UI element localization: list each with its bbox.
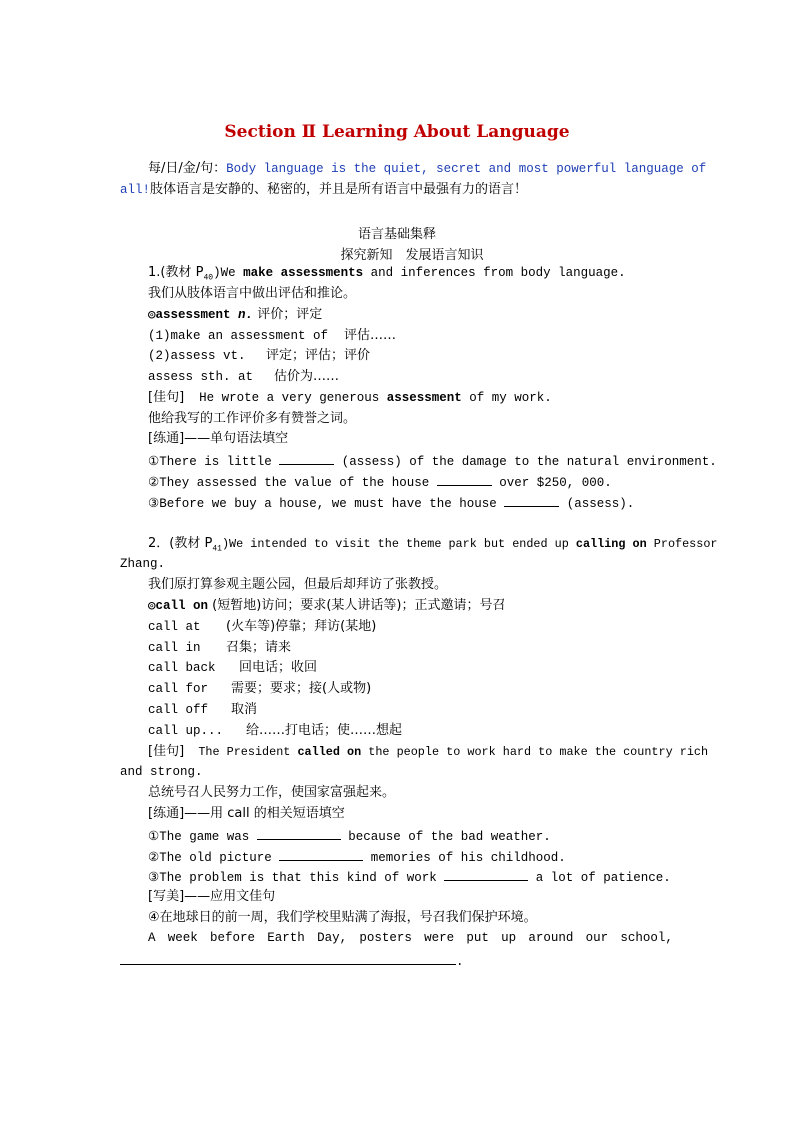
phrase-zh: 取消 [231,702,258,717]
daily-quote-zh: 肢体语言是安静的、秘密的，并且是所有语言中最强有力的语言！ [150,182,528,197]
exercise-text: ①There is little [148,455,280,469]
writing-word: posters [359,931,412,945]
item2-phrase-4 [148,681,372,697]
item2-prefix: )We intended to visit the theme park but ended up [221,537,576,551]
item2-writing-blank-line [120,952,464,970]
item2-page: 41 [212,544,222,554]
phrase-zh: 评估…… [344,328,397,343]
item1-example-zh: 他给我写的工作评价多有赞誉之词。 [148,411,357,426]
item1-example [148,390,552,406]
item2-example-line2: and strong. [120,765,203,779]
item1-keyword [148,307,322,323]
item2-source-line2: Zhang. [120,557,166,571]
phrase-zh: 估价为…… [274,369,340,384]
item2-keyword-word: ◎call on [148,599,209,613]
item2-writing-label: [写美]——应用文佳句 [148,889,276,904]
exercise-text: ②They assessed the value of the house [148,476,437,490]
item2-keyword [148,598,505,614]
example-post: the people to work hard to make the country rich [361,745,709,759]
writing-word: week [167,931,198,945]
item2-writing-en [148,931,673,945]
section-subheading: 探究新知 发展语言知识 [340,248,484,263]
item2-bold: calling on [575,537,647,551]
item1-exercise-1 [148,452,717,470]
item2-phrase-5 [148,702,258,718]
phrase-en: call at [148,620,201,634]
daily-quote-en-2: all! [120,183,151,197]
item2-phrase-2 [148,640,292,656]
example-pre: The President [198,745,298,759]
item2-number: 2．(教材 P [148,536,213,551]
item1-prefix: )We [213,266,244,280]
item1-rest: and inferences from body language. [363,266,626,280]
exercise-text: a lot of patience. [528,871,671,885]
item2-practice-label: [练通]——用 call 的相关短语填空 [148,806,345,821]
writing-word: before [210,931,256,945]
exercise-text: ③Before we buy a house, we must have the house [148,497,505,511]
item1-keyword-zh: 评价；评定 [253,307,323,322]
item1-page: 40 [203,273,214,283]
daily-quote-line2 [120,182,527,198]
phrase-en: call off [148,703,209,717]
item2-keyword-zh: (短暂地)访问；要求(某人讲话等)；正式邀请；号召 [208,598,506,613]
phrase-zh: 需要；要求；接(人或物) [231,681,372,696]
answer-blank[interactable] [504,494,559,507]
item2-writing-zh: ④在地球日的前一周，我们学校里贴满了海报，号召我们保护环境。 [148,910,537,925]
item2-example-zh: 总统号召人民努力工作，使国家富强起来。 [148,785,396,800]
item2-translation: 我们原打算参观主题公园，但最后却拜访了张教授。 [148,577,448,592]
exercise-text: memories of his childhood. [363,851,566,865]
item2-example [148,744,708,760]
writing-word: school, [620,931,673,945]
example-pre: He wrote a very generous [199,391,387,405]
answer-blank[interactable] [437,473,492,486]
daily-quote-line1 [148,161,706,177]
exercise-text: (assess). [559,497,635,511]
writing-end: . [456,955,464,969]
phrase-zh: (火车等)停靠；拜访(某地) [226,619,377,634]
daily-quote-en-1: Body language is the quiet, secret and most powerful language of [226,162,707,176]
example-post: of my work. [461,391,552,405]
item1-translation: 我们从肢体语言中做出评估和推论。 [148,286,357,301]
phrase-en: call in [148,641,201,655]
writing-word: A [148,931,156,945]
phrase-en: (2)assess vt. [148,349,246,363]
item2-exercise-2 [148,848,566,866]
phrase-en: call back [148,661,216,675]
exercise-text: (assess) of the damage to the natural environment. [334,455,717,469]
example-bold: assessment [386,391,462,405]
phrase-zh: 召集；请来 [226,640,292,655]
writing-word: our [585,931,609,945]
item1-phrase-2 [148,348,371,364]
section-heading: 语言基础集释 [357,227,436,242]
item2-source [148,536,718,557]
phrase-en: call for [148,682,209,696]
item1-keyword-pos: n. [238,308,254,322]
item2-phrase-3 [148,660,318,676]
item1-phrase-1 [148,328,397,344]
phrase-en: call up... [148,724,224,738]
exercise-text: over $250, 000. [491,476,612,490]
writing-word: around [528,931,574,945]
item1-keyword-word: ◎assessment [148,308,239,322]
exercise-text: because of the bad weather. [340,830,551,844]
example-label: [佳句] [148,390,185,405]
writing-word: Earth [267,931,305,945]
answer-blank[interactable] [120,952,456,965]
writing-word: put [466,931,489,945]
phrase-en: assess sth. at [148,370,254,384]
item1-practice-label: [练通]——单句语法填空 [148,431,289,446]
phrase-en: (1)make an assessment of [148,329,329,343]
item2-exercise-3 [148,868,671,886]
phrase-zh: 评定；评估；评价 [266,348,371,363]
writing-word: Day, [317,931,348,945]
answer-blank[interactable] [444,868,528,881]
item1-source [148,265,626,287]
item1-exercise-2 [148,473,612,491]
phrase-zh: 回电话；收回 [239,660,318,675]
writing-word: up [501,931,517,945]
answer-blank[interactable] [279,452,334,465]
page-title: Section Ⅱ Learning About Language [224,122,570,142]
phrase-zh: 给……打电话；使……想起 [246,723,403,738]
writing-word: were [424,931,455,945]
daily-quote-label: 每/日/金/句： [148,161,227,176]
item1-phrase-3 [148,369,340,385]
item2-phrase-6 [148,723,403,739]
item2-exercise-1 [148,827,551,845]
item1-exercise-3 [148,494,634,512]
item1-bold: make assessments [243,266,364,280]
item1-number: 1.(教材 P [148,265,204,280]
example-label: [佳句] [148,744,185,759]
exercise-text: ①The game was [148,830,257,844]
answer-blank[interactable] [257,827,341,840]
exercise-text: ③The problem is that this kind of work [148,871,445,885]
exercise-text: ②The old picture [148,851,280,865]
answer-blank[interactable] [279,848,363,861]
example-bold: called on [297,745,362,759]
item2-rest: Professor [646,537,718,551]
item2-phrase-1 [148,619,377,635]
